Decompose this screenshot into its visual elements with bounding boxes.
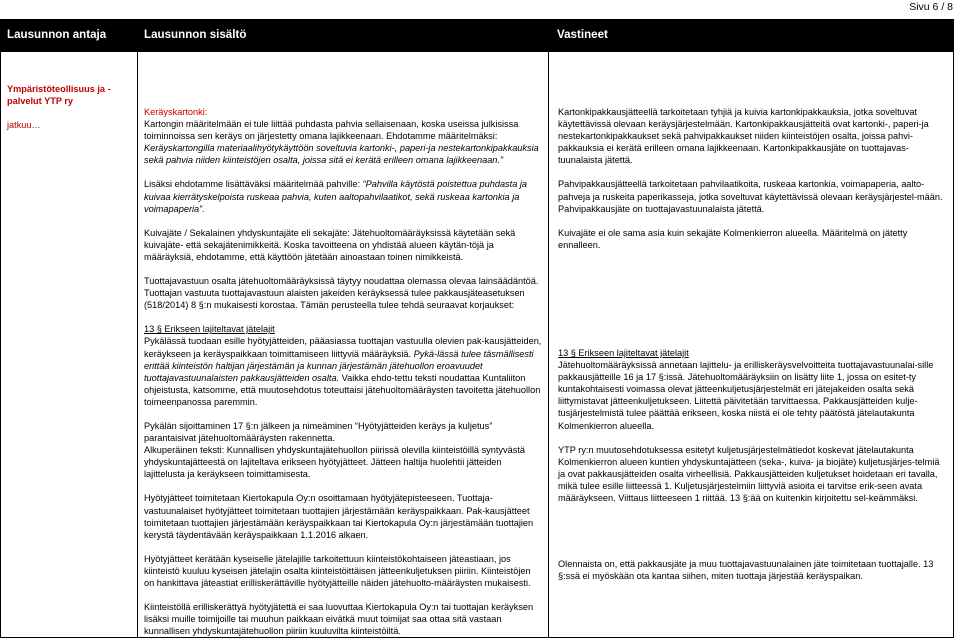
content-p10: Kiinteistöllä erilliskerättyä hyötyjätettä ei saa luovuttaa Kiertokapula Oy:n tai tuottajan keräyksen lisäksi muille toimijoille tai muuhun paikkaan eivätkä muut toimijat saa ottaa sitä vastaan kunnallisen yhdyskuntajätehuollon piiriin kuuluvilta kiinteistöiltä. bbox=[144, 602, 534, 637]
response-p6: Olennaista on, että pakkausjäte ja muu tuottajavastuunalainen jäte toimitetaan tuottajalle. 13 §:ssä ei myöskään ota kantaa siihen, miten tuottaja järjestää keräyspaikan. bbox=[558, 559, 934, 582]
response-p3: Kuivajäte ei ole sama asia kuin sekajäte Kolmenkierron alueella. Määritelmä on jätetty ennalleen. bbox=[558, 227, 908, 250]
content-p1: Kartongin määritelmään ei tule liittää puhdasta pahvia sellaisenaan, koska useissa julkisissa toiminnoissa sen keräys on järjestetty omana lajikkeenaan. Ehdotamme määritelmäksi: Keräyskartongilla materiaalihyötykäyttöön soveltuvia kartonki-, paperi-ja nestekartonkipakkauksia sekä pahvia niiden kiinteistöjen osalta, joissa sitä ei kerätä erilleen omana lajikkeenaan.” bbox=[144, 119, 539, 166]
response-p5: YTP ry:n muutosehdotuksessa esitetyt kuljetusjärjestelmätiedot koskevat jätelautakunta Kolmenkierron alueen kuntien yhdyskuntajätteen (seka-, kuiva- ja biojäte) kuljetusjärjes-telmiä ja ovat pakkausjätteiden osalta virheellisiä. Pakkausjätteiden kuljetukset hoidetaan eri tavalla, mikä tulee esille liitteessä 1. Kuljetusjärjestelmiin liittyviä asioita ei tarvitse erik-seen avata määräykseen. Viittaus liitteeseen 1 riittää. 13 §:ää on kuitenkin kirjoitettu sel-keämmäksi. bbox=[558, 444, 940, 503]
content-p3: Kuivajäte / Sekalainen yhdyskuntajäte eli sekajäte: Jätehuoltomääräyksissä käytetään sekä kuivajäte- että sekajätenimikkeitä. Koska tavoitteena on yhdistää alueen käytän-töjä ja määräyksiä, ehdotamme, että käyttöön jätetään ainoastaan toinen nimikkeistä. bbox=[144, 227, 516, 262]
content-p1-title: Keräyskartonki: bbox=[144, 107, 208, 117]
table-header-row bbox=[1, 20, 954, 52]
response-cell bbox=[549, 52, 954, 638]
content-section-heading: 13 § Erikseen lajiteltavat jätelajit bbox=[144, 324, 275, 335]
content-p8: Hyötyjätteet toimitetaan Kiertokapula Oy:n osoittamaan hyötyjätepisteeseen. Tuottaja-vastuunalaiset hyötyjätteet toimitetaan tuottajien järjestämään keräyspaikkaan. Pak-kausjätteet toimitetaan tuottajien järjestämään keräyspaikkaan tai Kiertokapula Oy:n järjestämään tuottajien kerystä täydentävään keräyspaikkaan 1.1.2016 alkaen. bbox=[144, 493, 534, 540]
statement-table bbox=[0, 19, 954, 638]
page-number: Sivu 6 / 8 bbox=[909, 1, 953, 13]
content-p2: Lisäksi ehdotamme lisättäväksi määritelmää pahville: “Pahvilla käytöstä poistettua puhdasta ja kuivaa kierrätyskelpoista ruskeaa pahvia, kuten aaltopahvilaatikot, sekä ruskeaa kartonkia ja voimapaperia”. bbox=[144, 179, 528, 214]
continues-label: jatkuu… bbox=[7, 120, 41, 131]
giver-cell bbox=[1, 52, 138, 638]
header-responses: Vastineet bbox=[549, 20, 954, 52]
table-row bbox=[1, 52, 954, 638]
content-p7: Alkuperäinen teksti: Kunnallisen yhdyskuntajätehuollon piirissä olevilla kiinteistöillä syntyvästä yhdyskuntajätteestä on lajiteltava erikseen hyötyjätteet. Jätteen haltija huolehtii jätteiden lajittelusta ja keräykseen toimittamisesta. bbox=[144, 445, 525, 480]
header-statement-content: Lausunnon sisältö bbox=[138, 20, 549, 52]
content-p9: Hyötyjätteet kerätään kyseiselle jätelajille tarkoitettuun kiinteistökohtaiseen jäteastiaan, jos kiinteistö kuuluu kyseisen jätelajin osalta kiinteistöittäisen jätteenkuljetuksen piiriin. Kiinteistöjen on hankittava jäteastiat erilliskerättäville hyötyjätteille näiden jätehuolto-määräysten mukaisesti. bbox=[144, 553, 531, 588]
content-p4: Tuottajavastuun osalta jätehuoltomääräyksissä täytyy noudattaa olemassa olevaa lainsäädäntöä. Tuottajan vastuuta tuottajavastuun alaisten jakeiden keräyksessä tulee pakkausjäteasetuksen (518/2014) 8 §:n mukaisesti korostaa. Tämän perusteella tulee tehdä seuraavat korjaukset: bbox=[144, 276, 539, 311]
content-p5: Pykälässä tuodaan esille hyötyjätteiden, pääasiassa tuottajan vastuulla olevien pak-kausjätteiden, keräykseen ja keräyspaikkaan toimittamiseen liittyviä määräyksiä. Pykä-lässä tulee täsmällisesti erittää kiinteistön haltijan järjestämän ja kunnan järjestämän jätehuollon eroavuudet tuottajavastuunalaisten pakkausjätteiden osalta. Vaikka ehdo-tettu teksti noudattaa Kuntaliiton ohjeistusta, katsomme, että muutosehdotus toteuttaisi jätehuoltomääräysten tavoitetta jätehuollon toimeenpanossa paremmin. bbox=[144, 336, 542, 407]
giver-name: Ympäristöteollisuus ja -palvelut YTP ry bbox=[7, 84, 111, 107]
content-p6: Pykälän sijoittaminen 17 §:n jälkeen ja nimeäminen “Hyötyjätteiden keräys ja kuljetus” parantaisivat jätehuoltomääräysten rakennetta. bbox=[144, 420, 493, 444]
response-p2: Pahvipakkausjätteellä tarkoitetaan pahvilaatikoita, ruskeaa kartonkia, voimapaperia, aalto-pahveja ja ruskeita paperikasseja, jotka soveltuvat käytettävissä olevaan keräysjärjestel-mään. Pahvipakkausjäte on tuottajavastuunalaista jätettä. bbox=[558, 179, 943, 214]
response-p1: Kartonkipakkausjätteellä tarkoitetaan tyhjiä ja kuivia kartonkipakkauksia, jotka soveltuvat käytettävissä olevaan keräysjärjestelmään. Kartonkipakkausjätteitä ovat kartonki-, paperi-ja nestekartonkipakkaukset sekä pahvipakkaukset niiden kiinteistöjen osalta, joissa pahvi-pakkauksia ei kerätä erilleen omana lajikkeenaan. Kartonkipakkausjäte on tuottajavas-tuunalaista jätettä. bbox=[558, 107, 929, 166]
response-section-heading: 13 § Erikseen lajiteltavat jätelajit bbox=[558, 347, 689, 358]
header-statement-giver: Lausunnon antaja bbox=[1, 20, 138, 52]
response-p4: Jätehuoltomääräyksissä annetaan lajittelu- ja erilliskeräysvelvoitteita tuottajavastuunalai-sille pakkausjätteille 16 ja 17 §:issä. Jätehuoltomääräyksiin on lisätty liite 1, jossa on esitet-ty kuntakohtaisesti voimassa olevat jätteenkuljetusjärjestelmät eri jätejakeiden osalta sekä liittymistavat jätteenkuljetukseen. Liitettä päivitetään tarvittaessa. Pakkausjätteiden kulje-tusjärjestelmistä tulee päättää erikseen, koska niistä ei ole tehty päätöstä jätelautakunta Kolmenkierron alueella. bbox=[558, 360, 934, 431]
content-cell bbox=[138, 52, 549, 638]
